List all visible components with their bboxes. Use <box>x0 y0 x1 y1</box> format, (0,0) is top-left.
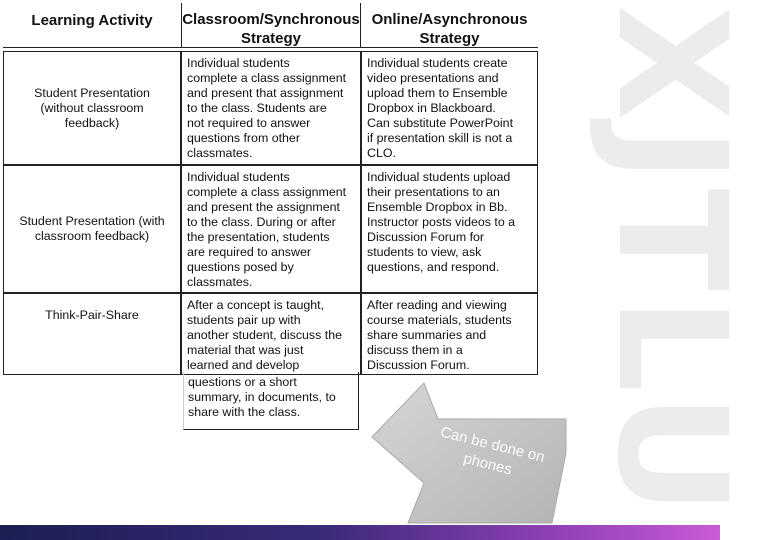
header-classroom-strategy: Classroom/Synchronous Strategy <box>181 3 361 47</box>
online-cell: Individual students create video presentations and upload them to Ensemble Dropbox in Blackboard. Can substitute PowerPoint if presentation skill is not a CLO. <box>361 51 538 165</box>
classroom-cell: Individual students complete a class assignment and present the assignment to the class. During or after the presentation, students are required to answer questions posed by classmates. <box>181 165 361 293</box>
activity-cell: Student Presentation (with classroom feedback) <box>3 165 181 293</box>
callout-text: Can be done on phones <box>438 423 547 479</box>
header-divider <box>3 47 538 48</box>
header-learning-activity: Learning Activity <box>31 12 153 29</box>
watermark-logo: XJTLU <box>584 4 758 521</box>
activity-cell: Think-Pair-Share <box>3 293 181 375</box>
classroom-overflow-text: questions or a short summary, in documents, to share with the class. <box>183 372 359 430</box>
online-cell: Individual students upload their presentations to an Ensemble Dropbox in Bb. Instructor posts videos to a Discussion Forum for students to view, ask questions, and respond. <box>361 165 538 293</box>
online-cell: After reading and viewing course materials, students share summaries and discuss them in a Discussion Forum. <box>361 293 538 375</box>
header-online-strategy: Online/Asynchronous Strategy <box>371 11 528 47</box>
strategy-table <box>3 3 538 375</box>
classroom-cell: After a concept is taught, students pair up with another student, discuss the material that was just learned and develop <box>181 293 361 375</box>
classroom-cell: Individual students complete a class assignment and present that assignment to the class. Students are not required to answer questions from other classmates. <box>181 51 361 165</box>
bottom-gradient-bar <box>0 525 720 540</box>
activity-cell: Student Presentation (without classroom feedback) <box>3 51 181 165</box>
